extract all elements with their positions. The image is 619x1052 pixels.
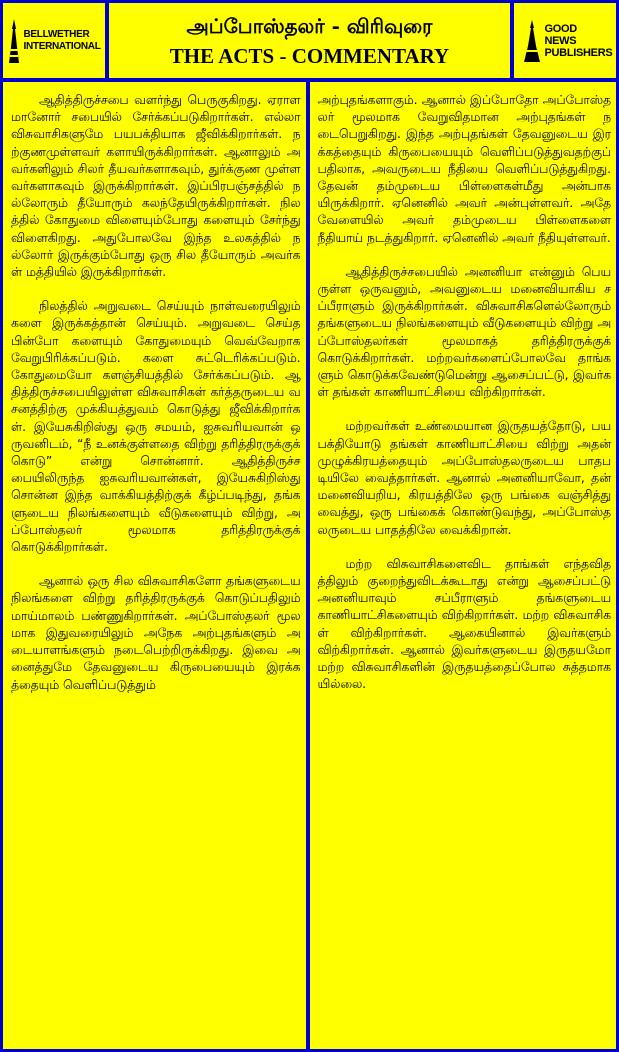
paragraph: அற்புதங்களாகும். ஆனால் இப்போதோ அப்போஸ்தலர் மூலமாக வேறுவிதமான அற்புதங்கள் நடைபெறுகிறது. இந்த அற்புதங்கள் தேவனுடைய இரக்கத்தையும் கிருபையையும் வெளிப்படுத்துவதற்குப் பதிலாக, அவருடைய நீதியை வெளிப்படுத்துகிறது. தேவன் தம்முடைய பிள்ளைகள்மீது அன்பாகயிருக்கிறார். ஏனெனில் அவர் அன்புள்ளவர். அதே வேளையில் அவர் தம்முடைய பிள்ளைகளை நீதியாய் நடத்துகிறார். ஏனெனில் அவர் நீதியுள்ளவர். — [317, 93, 611, 245]
tower-icon — [7, 19, 21, 63]
paragraph: ஆதித்திருச்சபை வளர்ந்து பெருகுகிறது. ஏராளமானோர் சபையில் சேர்க்கப்படுகிறார்கள். எல்லா விசுவாசிகளுமே பயபக்தியாக ஜீவிக்கிறார்கள். நற்குணமுள்ளவர் களாயிருக்கிறார்கள். ஆனாலும் அவர்களிலும் சிலர் தீயவர்களாகவும், துர்க்குண முள்ளவர்களாகவும் இருக்கிறார்கள். இப்பிரபஞ்சத்தில் நல்லோரும் தீயோரும் கலந்தேயிருக்கிறார்கள். நிலத்தில் கோதுமை விளையும்போது களையும் சேர்ந்து விளைகிறது. அதுபோலவே இந்த உலகத்தில் நல்லோர் இருக்கும்போது ஒரு சில தீயோரும் அவர்கள் மத்தியில் இருக்கிறார்கள். — [11, 93, 301, 280]
paragraph: ஆதித்திருச்சபையில் அனனியா என்னும் பெயருள்ள ஒருவனும், அவனுடைய மனைவியாகிய சப்பீராளும் இருக்கிறார்கள். விசுவாசிகளெல்லோரும் தங்களுடைய நிலங்களையும் வீடுகளையும் விற்று அப்போஸ்தலர்கள் மூலமாகத் தரித்திரருக்குக் கொடுக்கிறார்கள். மற்றவர்களைப்போலவே தாங்களும் கொடுக்கவேண்டுமென்று ஆசைப்பட்டு, இவர்கள் தங்கள் காணியாட்சியை விற்கிறார்கள். — [317, 264, 611, 400]
paragraph: ஆனால் ஒரு சில விசுவாசிகளோ தங்களுடைய நிலங்களை விற்று தரித்திரருக்குக் கொடுப்பதிலும் மாய்மாலம் பண்ணுகிறார்கள். அப்போஸ்தலர் மூலமாக இதுவரையிலும் அநேக அற்புதங்களும் அடையாளங்களும் நடைபெற்றிருக்கிறது. இவை அனைத்துமே தேவனுடைய கிருபையையும் இரக்கத்தையும் வெளிப்படுத்தும் — [11, 574, 301, 692]
right-logo-text: GOOD NEWS PUBLISHERS — [544, 22, 613, 59]
title-box — [109, 3, 510, 78]
paragraph: மற்ற விசுவாசிகளைவிட தாங்கள் எந்தவிதத்திலும் குறைந்துவிடக்கூடாது என்று ஆசைப்பட்டு அனனியாவும் சப்பீராளும் தங்களுடைய காணியாட்சிகளையும் விற்கிறார்கள். மற்ற விசுவாசிகள் விற்கிறார்கள். ஆகையினால் இவர்களும் விற்கிறார்கள். ஆனால் இவர்களுடைய இருதயமோ மற்ற விசுவாசிகளின் இருதயத்தைப்போல சுத்தமாகயில்லை. — [317, 556, 611, 692]
good-news-logo — [510, 3, 616, 78]
right-column — [310, 82, 617, 1049]
paragraph: மற்றவர்கள் உண்மையான இருதயத்தோடு, பயபக்தியோடு தங்கள் காணியாட்சியை விற்று அதன் முழுக்கிரயத்தையும் அப்போஸ்தலருடைய பாதபடியிலே வைத்தார்கள். ஆனால் அனனியாவோ, தன் மனைவியறிய, கிரயத்திலே ஒரு பங்கை வஞ்சித்து வைத்து, ஒரு பங்கைக் கொண்டுவந்து, அப்போஸ்தலருடைய பாதத்திலே வைக்கிறான். — [317, 419, 611, 537]
title-english: THE ACTS - COMMENTARY — [169, 43, 450, 68]
left-logo-text: BELLWETHER INTERNATIONAL — [23, 28, 101, 52]
tower-icon — [522, 20, 542, 62]
left-column — [3, 82, 310, 1049]
article-body — [3, 82, 616, 1049]
bellwether-logo — [3, 3, 109, 78]
paragraph: நிலத்தில் அறுவடை செய்யும் நாள்வரையிலும் களை இருக்கத்தான் செய்யும். அறுவடை செய்த பின்போ களையும் கோதுமையும் வெவ்வேறாக வேறுபிரிக்கப்படும். களை சுட்டெரிக்கப்படும். கோதுமையோ களஞ்சியத்தில் சேர்க்கப்படும். ஆதித்திருச்சபையிலுள்ள விசுவாசிகள் கர்த்தருடைய வசனத்திற்கு முக்கியத்துவம் கொடுத்து ஜீவிக்கிறார்கள். இயேசுகிறிஸ்து ஒரு சமயம், ஐசுவரியவான் ஒருவனிடம், “நீ உனக்குள்ளதை விற்று தரித்திரருக்குக் கொடு” என்று சொன்னார். ஆதித்திருச்சபையிலிருந்த ஐசுவரியவான்கள், இயேசுகிறிஸ்து சொன்ன இந்த வாக்கியத்திற்குக் கீழ்ப்படிந்து, தங்களுடைய நிலங்களையும் வீடுகளையும் விற்று, அப்போஸ்தலர் மூலமாக தரித்திரருக்குக் கொடுக்கிறார்கள். — [11, 299, 301, 555]
title-tamil: அப்போஸ்தலர் - விரிவுரை — [186, 13, 433, 38]
header — [3, 3, 616, 82]
